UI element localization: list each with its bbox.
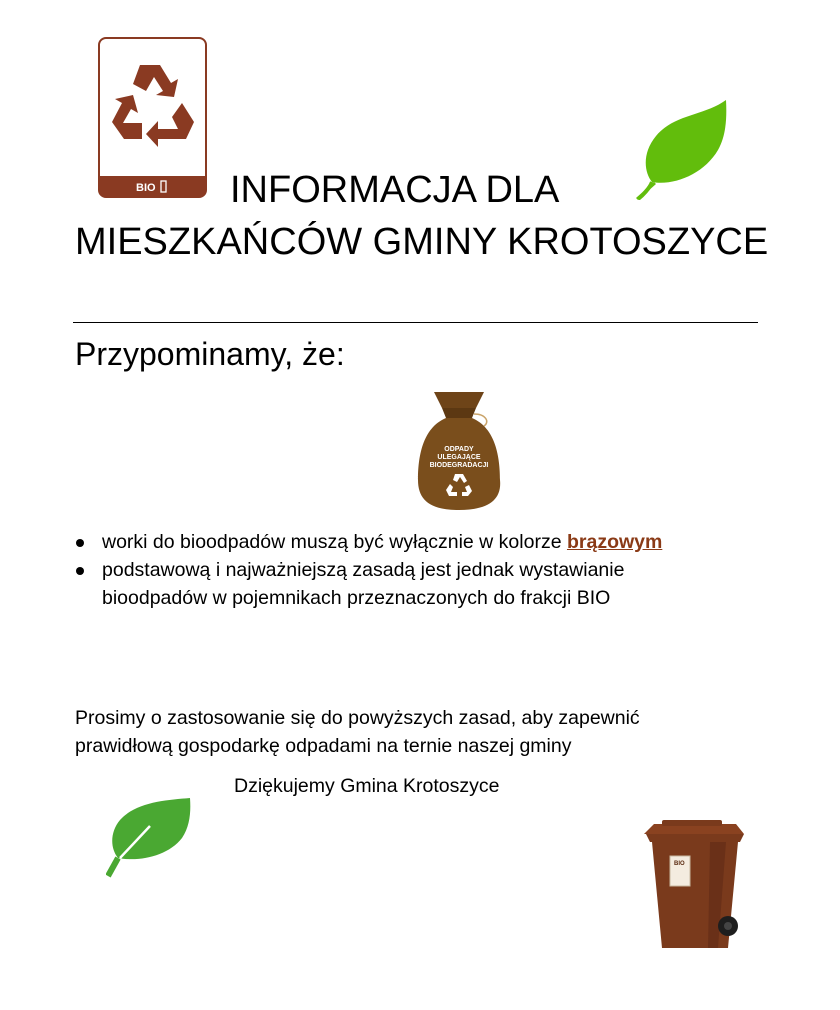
request-paragraph: Prosimy o zastosowanie się do powyższych zasad, aby zapewnić prawidłową gospodarkę odpadami na ternie naszej gminy [75,707,640,757]
svg-text:BIO: BIO [136,182,156,194]
brown-color-emphasis: brązowym [566,531,663,553]
svg-text:BIO: BIO [674,861,685,867]
list-item: podstawową i najważniejszą zasadą jest jednak wystawianie bioodpadów w pojemnikach przeznaczonych do frakcji BIO [75,556,735,612]
thanks-signature: Dziękujemy Gmina Krotoszyce [234,775,500,797]
page-title: INFORMACJA DLA MIESZKAŃCÓW GMINY KROTOSZYCE [75,169,769,263]
list-item: worki do bioodpadów muszą być wyłącznie w kolorze brązowym [75,528,735,556]
subtitle: Przypominamy, że: [75,336,345,372]
bullet-icon [76,567,84,575]
reminder-list [75,528,735,612]
svg-text:ULEGAJĄCE: ULEGAJĄCE [437,454,481,461]
brown-bio-bag-image [412,388,506,512]
bullet-icon [76,539,84,547]
divider [73,322,758,323]
svg-text:BIODEGRADACJI: BIODEGRADACJI [429,462,489,469]
green-leaf-image [106,796,192,878]
svg-text:ODPADY: ODPADY [444,446,474,453]
brown-bio-bin-image [640,818,748,956]
